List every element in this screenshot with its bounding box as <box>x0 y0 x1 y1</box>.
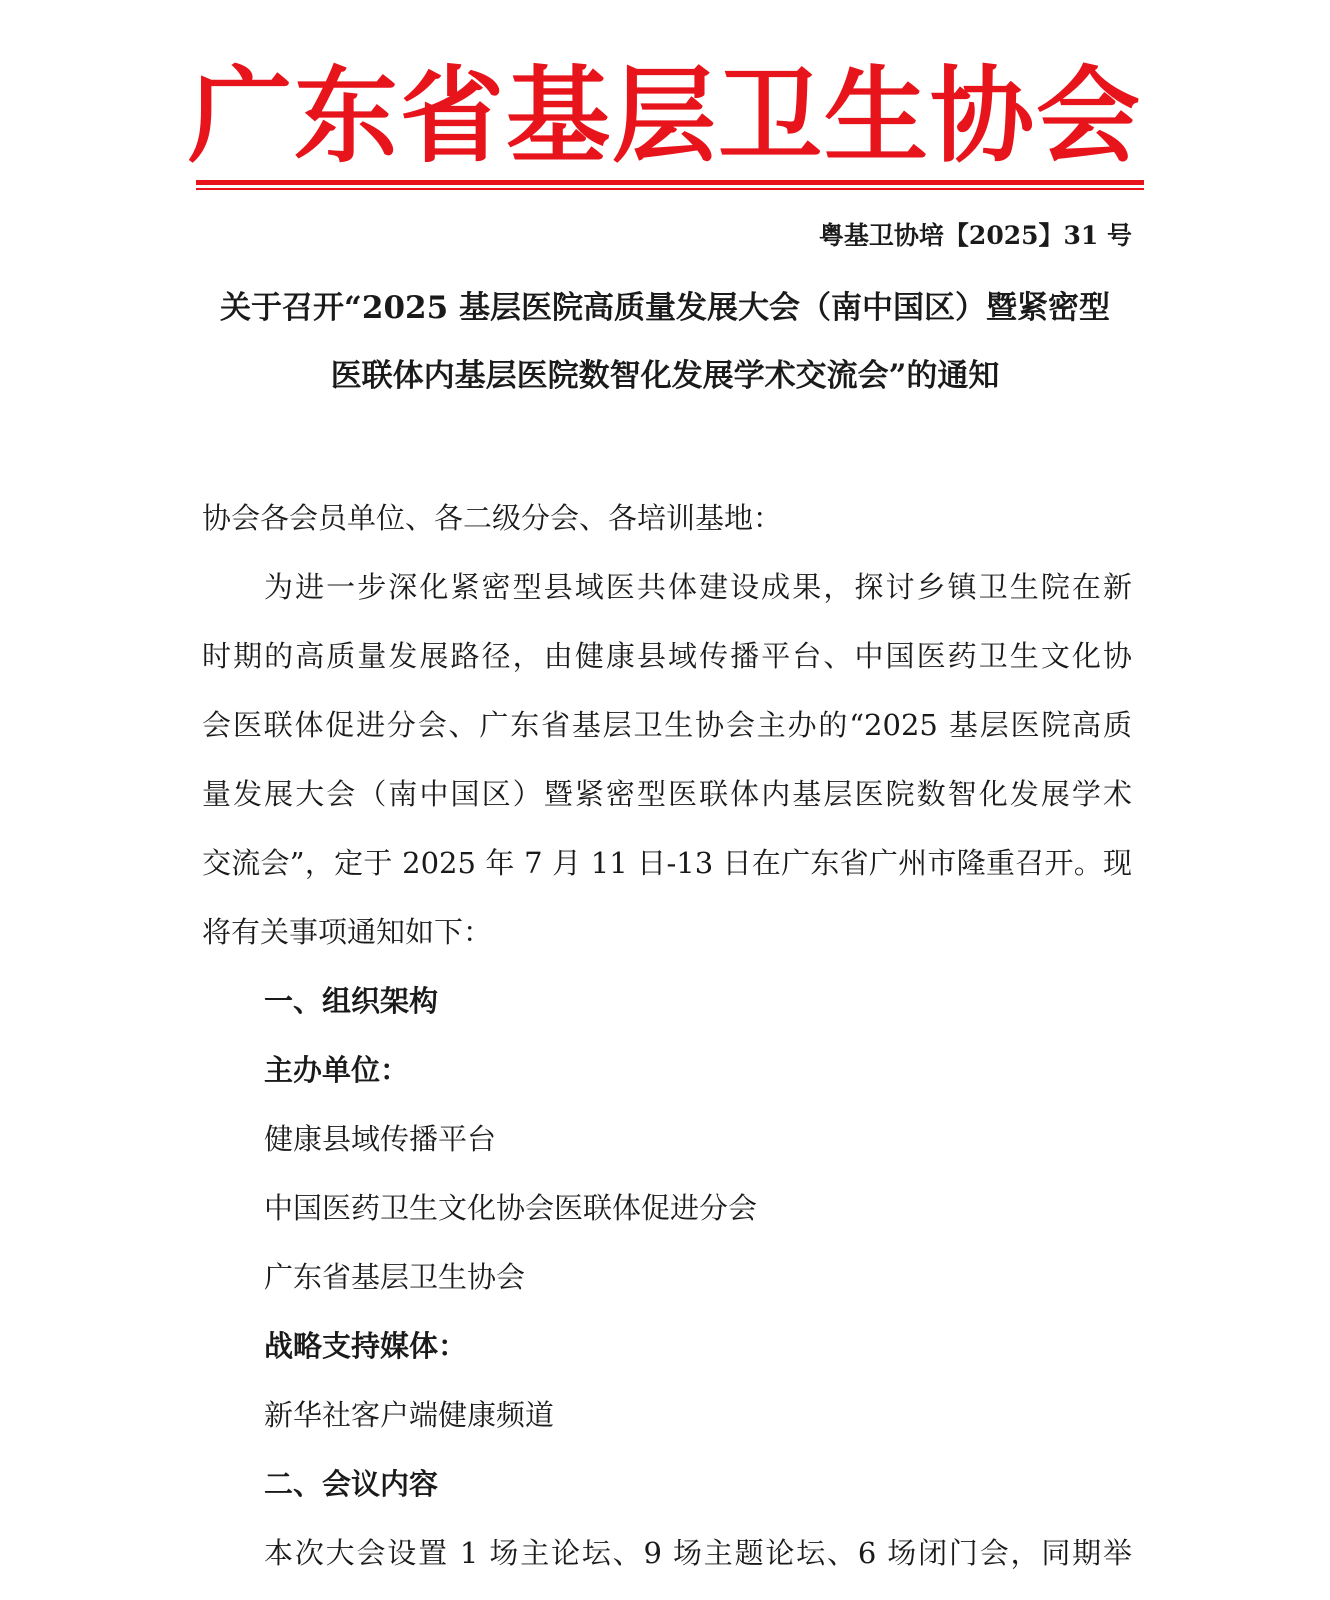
intro-line: 将有关事项通知如下： <box>202 915 493 949</box>
media-label: 战略支持媒体： <box>264 1329 468 1363</box>
masthead-title: 广东省基层卫生协会 <box>187 54 1142 177</box>
organizer-item: 健康县域传播平台 <box>264 1122 497 1156</box>
intro-line: 会医联体促进分会、广东省基层卫生协会主办的“2025 基层医院高质 <box>202 708 1132 742</box>
red-divider-thin <box>196 188 1144 190</box>
document-number: 粤基卫协培【2025】31 号 <box>818 221 1132 250</box>
notice-title <box>180 274 1150 410</box>
notice-title-line: 关于召开“2025 基层医院高质量发展大会（南中国区）暨紧密型 <box>220 290 1110 326</box>
salutation: 协会各会员单位、各二级分会、各培训基地： <box>202 501 783 535</box>
intro-line: 量发展大会（南中国区）暨紧密型医联体内基层医院数智化发展学术 <box>202 777 1132 811</box>
notice-body <box>202 484 1132 1588</box>
organizers-label: 主办单位： <box>264 1053 410 1087</box>
section-heading-content: 二、会议内容 <box>264 1467 439 1501</box>
organizer-item: 广东省基层卫生协会 <box>264 1260 526 1294</box>
content-line: 本次大会设置 1 场主论坛、9 场主题论坛、6 场闭门会，同期举 <box>264 1536 1132 1570</box>
notice-title-line: 医联体内基层医院数智化发展学术交流会”的通知 <box>330 358 1000 394</box>
section-heading-organization: 一、组织架构 <box>264 984 439 1018</box>
organizer-item: 中国医药卫生文化协会医联体促进分会 <box>264 1191 758 1225</box>
media-item: 新华社客户端健康频道 <box>264 1398 555 1432</box>
intro-line: 为进一步深化紧密型县域医共体建设成果，探讨乡镇卫生院在新 <box>264 570 1132 604</box>
intro-line: 时期的高质量发展路径，由健康县域传播平台、中国医药卫生文化协 <box>202 639 1132 673</box>
intro-line: 交流会”，定于 2025 年 7 月 11 日-13 日在广东省广州市隆重召开。现 <box>202 846 1132 880</box>
red-divider-thick <box>196 180 1144 185</box>
